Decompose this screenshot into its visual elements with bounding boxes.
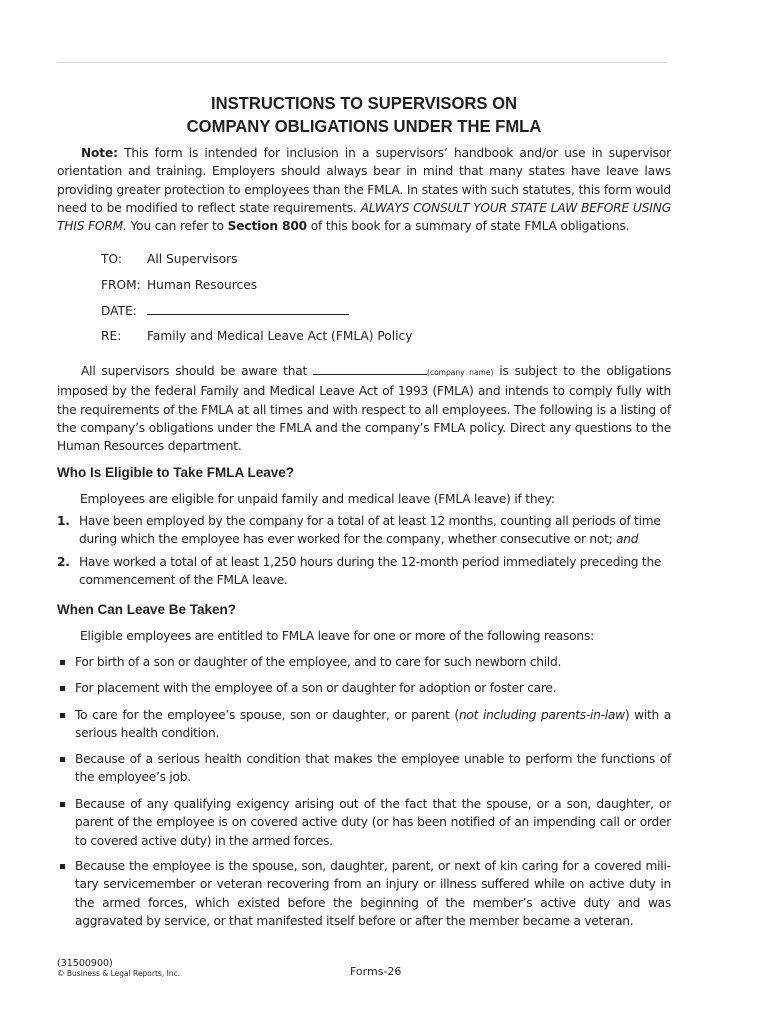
- page-number: Forms-26: [350, 965, 402, 978]
- memo-from-row: [101, 277, 257, 293]
- bullet-square-icon: [60, 757, 65, 762]
- title-line-2: COMPANY OBLIGATIONS UNDER THE FMLA: [186, 116, 542, 136]
- note-section-ref: Section 800: [227, 219, 307, 234]
- bullet-square-icon: [60, 686, 65, 691]
- reason-item-3-pre: To care for the employee’s spouse, son or daughter, or parent (: [75, 708, 459, 722]
- note-text-1: This form is intended for inclusion in a supervisors’ handbook and/or use in supervisor orientation and training. Employers should always bear in mind that many states have leave laws providing greater protection to employees than the FMLA. In states with such statutes, this form would need to be modified to reflect state requirements.: [57, 146, 671, 215]
- bullet-square-icon: [60, 713, 65, 718]
- eligible-item-1-text: Have been employed by the company for a total of at least 12 months, counting all periods of time during which the employee has ever worked for the company, whether consecutive or not;: [79, 514, 661, 547]
- eligible-item-2: [57, 553, 671, 590]
- reason-item-3-italic: not including parents-in-law: [458, 708, 625, 722]
- eligible-item-2-text: Have worked a total of at least 1,250 hours during the 12-month period immediately preceding the commencement of the FMLA leave.: [79, 555, 662, 588]
- bullet-square-icon: [60, 660, 65, 665]
- memo-to-value: All Supervisors: [147, 252, 238, 266]
- memo-re-row: [101, 328, 412, 344]
- bullet-square-icon: [60, 802, 65, 807]
- note-text-2: You can refer to: [126, 219, 228, 234]
- eligible-item-1-body: [79, 512, 671, 549]
- eligible-item-1-tail: and: [616, 532, 639, 547]
- reason-item-3: [60, 706, 671, 743]
- memo-date-label: DATE:: [101, 304, 137, 318]
- note-text-3: of this book for a summary of state FMLA obligations.: [307, 219, 630, 234]
- note-label: Note:: [81, 146, 118, 160]
- memo-from-label: FROM:: [101, 278, 141, 292]
- reason-item-6-text: Because the employee is the spouse, son, daughter, parent, or next of kin caring for a covered military servicemember or veteran recovering from an injury or illness suffered while on active duty in the armed forces, which existed before the beginning of the member’s active duty and was aggravated by service, or that manifested itself before or after the member became a veteran.: [75, 859, 671, 928]
- reason-item-3-body: [75, 706, 671, 743]
- reason-item-3-post: ) with a serious health condition.: [75, 708, 672, 741]
- when-heading: When Can Leave Be Taken?: [57, 602, 237, 617]
- reason-item-4-text: Because of a serious health condition that makes the employee unable to perform the functions of the employee’s job.: [75, 752, 671, 785]
- form-code: (31500900): [57, 958, 113, 969]
- reason-item-1: [60, 653, 671, 671]
- date-blank-field[interactable]: [147, 302, 349, 315]
- memo-from-value: Human Resources: [147, 278, 258, 292]
- bullet-square-icon: [60, 864, 65, 869]
- copyright: © Business & Legal Reports, Inc.: [57, 969, 181, 978]
- eligible-heading: Who Is Eligible to Take FMLA Leave?: [57, 465, 295, 480]
- reason-item-6: [60, 857, 671, 930]
- eligible-item-1: [57, 512, 671, 549]
- aware-post: is subject to the obligations imposed by the federal Family and Medical Leave Act of 1993 (FMLA) and intends to comply fully with the requirements of the FMLA at all times and with respect to all employees. The following is a listing of the company’s obligations under the FMLA and the company’s FMLA policy. Direct any questions to the Human Resources department.: [57, 364, 671, 454]
- reason-item-5: [60, 795, 671, 850]
- reason-item-5-text: Because of any qualifying exigency arising out of the fact that the spouse, or a son, daughter, or parent of the employee is on covered active duty (or has been notified of an impending call or order to covered active duty) in the armed forces.: [75, 797, 671, 848]
- title-line-1: INSTRUCTIONS TO SUPERVISORS ON: [210, 93, 518, 113]
- page-title: [57, 92, 671, 138]
- when-intro: Eligible employees are entitled to FMLA leave for one or more of the following reasons:: [80, 629, 594, 643]
- aware-paragraph: [57, 362, 671, 455]
- note-italic-warning: ALWAYS CONSULT YOUR STATE LAW BEFORE USING THIS FORM.: [57, 200, 671, 234]
- eligible-item-2-number: 2.: [57, 555, 70, 569]
- reason-item-2-text: For placement with the employee of a son or daughter for adoption or foster care.: [75, 681, 557, 695]
- reason-item-4: [60, 750, 671, 787]
- company-name-blank-field[interactable]: [313, 364, 427, 375]
- company-name-hint: (company name): [427, 368, 494, 377]
- eligible-intro: Employees are eligible for unpaid family and medical leave (FMLA leave) if they:: [80, 492, 555, 506]
- memo-to-row: [101, 251, 237, 267]
- top-rule: [57, 62, 667, 63]
- aware-pre: All supervisors should be aware that: [81, 364, 314, 378]
- reason-item-2: [60, 679, 671, 697]
- memo-date-row: [101, 302, 349, 319]
- eligible-item-1-number: 1.: [57, 514, 70, 528]
- memo-re-label: RE:: [101, 329, 122, 343]
- note-paragraph: [57, 144, 671, 235]
- reason-item-1-text: For birth of a son or daughter of the employee, and to care for such newborn child.: [75, 655, 562, 669]
- memo-to-label: TO:: [101, 252, 122, 266]
- memo-re-value: Family and Medical Leave Act (FMLA) Policy: [147, 329, 413, 343]
